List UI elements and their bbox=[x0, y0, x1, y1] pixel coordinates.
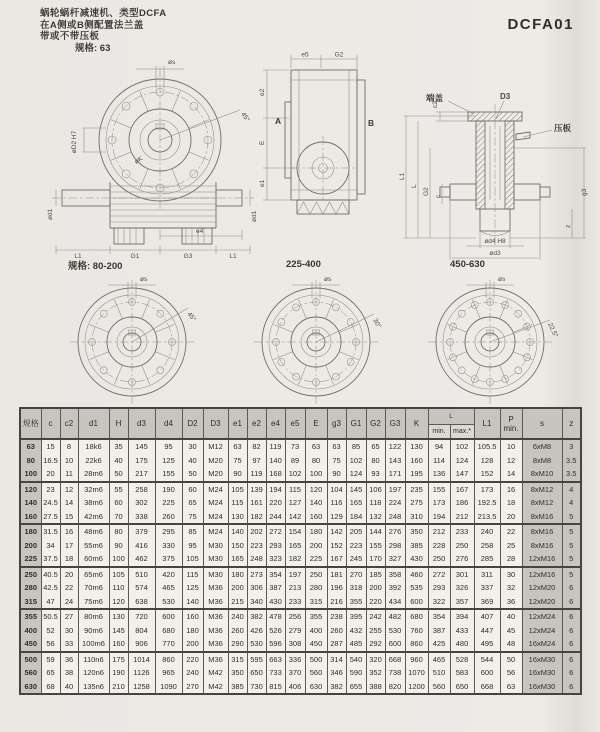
value-cell: 238 260 287 bbox=[327, 609, 346, 652]
dim-label-g3: G3 bbox=[183, 253, 193, 260]
value-cell: 31.5 34 37.5 bbox=[41, 524, 60, 567]
value-cell: 80 90 100 bbox=[109, 524, 128, 567]
side-view-geometry bbox=[285, 70, 365, 214]
value-cell: 185 200 220 bbox=[366, 567, 385, 610]
spec-sizes-cell: 63 80 100 bbox=[20, 439, 41, 482]
spec-label-450-630: 450-630 bbox=[450, 259, 485, 270]
dim-label-d2: øD2 H7 bbox=[71, 130, 78, 154]
value-cell: 212 228 250 bbox=[428, 524, 450, 567]
document-title bbox=[40, 8, 166, 43]
value-cell: 50 56 63 bbox=[500, 652, 522, 695]
dim-label-e4: e4 bbox=[196, 228, 204, 235]
col-header-D3: D3 bbox=[203, 408, 228, 439]
value-cell: 139 161 182 bbox=[247, 482, 266, 525]
value-cell: 600 680 770 bbox=[155, 609, 182, 652]
col-header-e1: e1 bbox=[228, 408, 247, 439]
value-cell: 16 18 20 bbox=[500, 482, 522, 525]
dim-label-d1-left: ød1 bbox=[47, 208, 54, 220]
value-cell: 482 530 600 bbox=[385, 609, 405, 652]
spec-row-group bbox=[20, 482, 581, 525]
value-cell: 155 173 194 bbox=[428, 482, 450, 525]
flange-dim-os: øs bbox=[498, 276, 506, 283]
value-cell: 59 65 68 bbox=[41, 652, 60, 695]
col-header-G3: G3 bbox=[385, 408, 405, 439]
value-cell: 23 24.5 27.5 bbox=[41, 482, 60, 525]
flange-geometry bbox=[70, 280, 194, 404]
col-header-P bbox=[500, 408, 522, 439]
spec-row-group bbox=[20, 652, 581, 695]
dim-label-L1: L1 bbox=[399, 172, 406, 180]
value-cell: 154 165 182 bbox=[285, 524, 305, 567]
flange-drawing-80-200 bbox=[56, 270, 208, 402]
value-cell: M30 M36 M36 bbox=[203, 567, 228, 610]
value-cell: 30 40 50 bbox=[182, 439, 203, 482]
col-header-P-min: min. bbox=[503, 423, 519, 433]
value-cell: 63 80 100 bbox=[305, 439, 327, 482]
spec-row-group bbox=[20, 567, 581, 610]
value-cell: 336 370 406 bbox=[285, 652, 305, 695]
value-cell: 102 124 147 bbox=[450, 439, 474, 482]
value-cell: 160 180 200 bbox=[182, 609, 203, 652]
value-cell: 130 160 195 bbox=[405, 439, 428, 482]
title-line-1: 蜗轮蜗杆减速机、类型DCFA bbox=[40, 8, 167, 19]
spec-sizes-cell: 500 560 630 bbox=[20, 652, 41, 695]
col-header-c2: c2 bbox=[60, 408, 78, 439]
value-cell: 460 535 600 bbox=[405, 567, 428, 610]
value-cell: 85 102 124 bbox=[346, 439, 366, 482]
dim-label-E: E bbox=[259, 140, 266, 145]
value-cell: 465 510 560 bbox=[428, 652, 450, 695]
value-cell: 315 350 385 bbox=[228, 652, 247, 695]
value-cell: 180 200 215 bbox=[228, 567, 247, 610]
col-header-g3: g3 bbox=[327, 408, 346, 439]
value-cell: M12 M20 M20 bbox=[203, 439, 228, 482]
value-cell: 276 298 327 bbox=[385, 524, 405, 567]
value-cell: 12xM16 12xM20 12xM20 bbox=[522, 567, 562, 610]
value-cell: 55 60 70 bbox=[109, 482, 128, 525]
value-cell: 181 196 216 bbox=[327, 567, 346, 610]
spec-sizes-cell: 355 400 450 bbox=[20, 609, 41, 652]
value-cell: 6 6 6 bbox=[562, 609, 581, 652]
col-header-H: H bbox=[109, 408, 128, 439]
spec-row-group bbox=[20, 439, 581, 482]
value-cell: 3 3.5 3.5 bbox=[562, 439, 581, 482]
specification-table bbox=[19, 407, 582, 695]
dim-label-l1b: L1 bbox=[229, 253, 237, 260]
dim-label-G2b: G2 bbox=[423, 187, 430, 196]
value-cell: 104 116 129 bbox=[327, 482, 346, 525]
value-cell: 16 17 18 bbox=[60, 524, 78, 567]
value-cell: 663 733 815 bbox=[266, 652, 285, 695]
dim-label-z: z bbox=[565, 224, 572, 228]
value-cell: 242 255 292 bbox=[366, 609, 385, 652]
value-cell: 63 75 90 bbox=[228, 439, 247, 482]
value-cell: 40.5 42.5 47 bbox=[41, 567, 60, 610]
dim-label-g1: G1 bbox=[130, 253, 140, 260]
col-header-G2: G2 bbox=[366, 408, 385, 439]
value-cell: 680 760 860 bbox=[405, 609, 428, 652]
dim-label-e2: e2 bbox=[259, 88, 266, 96]
value-cell: 10 12 14 bbox=[500, 439, 522, 482]
title-line-3: 带或不带压板 bbox=[40, 31, 100, 42]
value-cell: 142 152 167 bbox=[327, 524, 346, 567]
value-cell: 105.5 128 152 bbox=[474, 439, 500, 482]
value-cell: 272 293 323 bbox=[266, 524, 285, 567]
value-cell: 355 400 450 bbox=[305, 609, 327, 652]
dim-label-ok: øK bbox=[133, 155, 145, 166]
value-cell: 144 155 170 bbox=[366, 524, 385, 567]
col-header-K: K bbox=[405, 408, 428, 439]
value-cell: 115 127 142 bbox=[285, 482, 305, 525]
col-header-L-min: min. bbox=[428, 425, 450, 440]
col-header-c: c bbox=[41, 408, 60, 439]
value-cell: 105 115 130 bbox=[228, 482, 247, 525]
value-cell: 314 346 382 bbox=[327, 652, 346, 695]
dim-label-d4: ød4 H8 bbox=[484, 238, 506, 245]
front-view-geometry bbox=[52, 68, 254, 244]
flange-dim-os: øs bbox=[324, 276, 332, 283]
dim-label-d1-right: ød1 bbox=[251, 210, 258, 222]
spec-sizes-cell: 250 280 315 bbox=[20, 567, 41, 610]
value-cell: 16xM30 16xM30 16xM30 bbox=[522, 652, 562, 695]
value-cell: 122 143 171 bbox=[385, 439, 405, 482]
value-cell: 63 75 90 bbox=[327, 439, 346, 482]
value-cell: 40 45 48 bbox=[500, 609, 522, 652]
detail-section-drawing bbox=[396, 88, 598, 268]
value-cell: 595 650 730 bbox=[247, 652, 266, 695]
spec-label-80-200: 规格: 80-200 bbox=[68, 261, 123, 272]
value-cell: 8xM16 8xM16 12xM16 bbox=[522, 524, 562, 567]
value-cell: 18k6 22k6 28m6 bbox=[78, 439, 109, 482]
value-cell: 60 65 75 bbox=[182, 482, 203, 525]
value-cell: 8xM12 8xM12 8xM16 bbox=[522, 482, 562, 525]
title-line-2: 在A侧或B侧配置法兰盖 bbox=[40, 19, 144, 31]
value-cell: 240 260 290 bbox=[228, 609, 247, 652]
value-cell: 140 150 165 bbox=[228, 524, 247, 567]
value-cell: 145 175 217 bbox=[128, 439, 155, 482]
value-cell: 382 426 530 bbox=[247, 609, 266, 652]
flange-drawing-225-400 bbox=[240, 270, 392, 402]
value-cell: 273 306 340 bbox=[247, 567, 266, 610]
col-header-L-max: max.* bbox=[450, 425, 474, 440]
value-cell: 295 330 375 bbox=[155, 524, 182, 567]
value-cell: 12 14 15 bbox=[60, 482, 78, 525]
value-cell: 350 385 430 bbox=[405, 524, 428, 567]
value-cell: 197 224 248 bbox=[385, 482, 405, 525]
value-cell: 20 22 24 bbox=[60, 567, 78, 610]
col-header-d4: d4 bbox=[155, 408, 182, 439]
value-cell: 110n6 120n6 135n6 bbox=[78, 652, 109, 695]
value-cell: 379 416 462 bbox=[128, 524, 155, 567]
spec-label-63: 规格: 63 bbox=[75, 43, 111, 54]
value-cell: 205 223 245 bbox=[346, 524, 366, 567]
spec-row-group bbox=[20, 609, 581, 652]
value-cell: 720 804 906 bbox=[128, 609, 155, 652]
value-cell: 194 220 244 bbox=[266, 482, 285, 525]
value-cell: 5 6 6 bbox=[562, 567, 581, 610]
value-cell: 510 574 638 bbox=[128, 567, 155, 610]
col-header-e4: e4 bbox=[266, 408, 285, 439]
value-cell: 544 600 668 bbox=[474, 652, 500, 695]
value-cell: 250 280 315 bbox=[305, 567, 327, 610]
value-cell: 6xM8 8xM8 8xM10 bbox=[522, 439, 562, 482]
value-cell: 235 275 310 bbox=[405, 482, 428, 525]
value-cell: 258 302 338 bbox=[128, 482, 155, 525]
value-cell: 960 1070 1200 bbox=[405, 652, 428, 695]
value-cell: 82 97 119 bbox=[247, 439, 266, 482]
col-header-P-top: P bbox=[508, 414, 514, 424]
value-cell: 4 4 5 bbox=[562, 482, 581, 525]
dim-label-d3dim: ød3 bbox=[489, 250, 501, 257]
value-cell: 130 145 160 bbox=[109, 609, 128, 652]
dim-label-os: øs bbox=[168, 59, 176, 66]
value-cell: 528 583 650 bbox=[450, 652, 474, 695]
value-cell: 94 114 136 bbox=[428, 439, 450, 482]
value-cell: 5 5 5 bbox=[562, 524, 581, 567]
label-side-a: A bbox=[275, 116, 282, 126]
spec-sizes-cell: 180 200 225 bbox=[20, 524, 41, 567]
label-side-b: B bbox=[368, 118, 375, 128]
spec-row-group bbox=[20, 524, 581, 567]
col-header-D2: D2 bbox=[182, 408, 203, 439]
value-cell: 12xM24 12xM24 16xM24 bbox=[522, 609, 562, 652]
value-cell: 65m6 70m6 75m6 bbox=[78, 567, 109, 610]
value-cell: 180 200 225 bbox=[305, 524, 327, 567]
value-cell: M24 M24 M24 bbox=[203, 482, 228, 525]
value-cell: 320 352 388 bbox=[366, 652, 385, 695]
side-view-drawing bbox=[255, 50, 383, 255]
value-cell: 22 25 28 bbox=[500, 524, 522, 567]
value-cell: 48m6 55m6 60m6 bbox=[78, 524, 109, 567]
table-header bbox=[20, 408, 581, 439]
dim-label-L: L bbox=[411, 184, 418, 188]
value-cell: 860 965 1090 bbox=[155, 652, 182, 695]
value-cell: 407 447 495 bbox=[474, 609, 500, 652]
value-cell: 167 186 212 bbox=[450, 482, 474, 525]
detail-geometry bbox=[440, 101, 552, 248]
front-view-dimensions bbox=[47, 59, 258, 260]
value-cell: 500 560 630 bbox=[305, 652, 327, 695]
value-cell: 1014 1126 1258 bbox=[128, 652, 155, 695]
col-header-L: L bbox=[428, 408, 474, 425]
value-cell: 95 125 155 bbox=[155, 439, 182, 482]
front-view-drawing bbox=[48, 50, 260, 262]
value-cell: M36 M42 M42 bbox=[203, 652, 228, 695]
value-cell: 420 465 530 bbox=[155, 567, 182, 610]
value-cell: 145 165 184 bbox=[346, 482, 366, 525]
dim-label-e1: e1 bbox=[259, 179, 266, 187]
value-cell: 394 433 480 bbox=[450, 609, 474, 652]
value-cell: 106 118 132 bbox=[366, 482, 385, 525]
value-cell: 311 337 369 bbox=[474, 567, 500, 610]
value-cell: 190 225 260 bbox=[155, 482, 182, 525]
flange-angle-label: 30° bbox=[371, 317, 383, 330]
value-cell: 35 40 50 bbox=[109, 439, 128, 482]
value-cell: 270 318 355 bbox=[346, 567, 366, 610]
value-cell: 50.5 52 56 bbox=[41, 609, 60, 652]
dim-label-g3b: g3 bbox=[581, 188, 588, 196]
value-cell: 202 223 248 bbox=[247, 524, 266, 567]
value-cell: 65 80 93 bbox=[366, 439, 385, 482]
value-cell: 30 32 36 bbox=[500, 567, 522, 610]
col-header-e2: e2 bbox=[247, 408, 266, 439]
label-end-cover: 端盖 bbox=[426, 93, 444, 103]
value-cell: 272 293 322 bbox=[428, 567, 450, 610]
col-header-d3: d3 bbox=[128, 408, 155, 439]
flange-drawing-450-630 bbox=[414, 270, 566, 402]
value-cell: 668 738 820 bbox=[385, 652, 405, 695]
value-cell: 175 190 210 bbox=[109, 652, 128, 695]
value-cell: 85 95 105 bbox=[182, 524, 203, 567]
value-cell: 8 10 11 bbox=[60, 439, 78, 482]
col-header-E: E bbox=[305, 408, 327, 439]
col-header-z: z bbox=[562, 408, 581, 439]
value-cell: 240 258 285 bbox=[474, 524, 500, 567]
value-cell: 36 38 40 bbox=[60, 652, 78, 695]
flange-angle-label: 22.5° bbox=[546, 321, 559, 339]
value-cell: M36 M36 M36 bbox=[203, 609, 228, 652]
value-cell: 354 387 425 bbox=[428, 609, 450, 652]
spec-sizes-cell: 120 140 160 bbox=[20, 482, 41, 525]
value-cell: 173 192.5 213.5 bbox=[474, 482, 500, 525]
flange-dim-os: øs bbox=[140, 276, 148, 283]
flange-geometry bbox=[254, 280, 378, 404]
col-header-G1: G1 bbox=[346, 408, 366, 439]
col-header-L1: L1 bbox=[474, 408, 500, 439]
spec-label-225-400: 225-400 bbox=[286, 259, 321, 270]
dim-label-45deg: 45° bbox=[239, 111, 251, 124]
value-cell: 80m6 90m6 100m6 bbox=[78, 609, 109, 652]
col-header-spec: 规格 bbox=[20, 408, 41, 439]
value-cell: 540 590 655 bbox=[346, 652, 366, 695]
label-pressure-plate: 压板 bbox=[554, 123, 572, 133]
dim-label-c2b: c2 bbox=[432, 101, 439, 108]
value-cell: 301 326 357 bbox=[450, 567, 474, 610]
document-code: DCFA01 bbox=[507, 16, 574, 33]
value-cell: 358 392 434 bbox=[385, 567, 405, 610]
value-cell: 15 16.5 20 bbox=[41, 439, 60, 482]
value-cell: 115 125 140 bbox=[182, 567, 203, 610]
value-cell: 256 279 308 bbox=[285, 609, 305, 652]
flange-angle-label: 45° bbox=[185, 310, 198, 323]
value-cell: 73 89 102 bbox=[285, 439, 305, 482]
value-cell: 233 250 276 bbox=[450, 524, 474, 567]
dim-label-c: c bbox=[435, 194, 442, 198]
col-header-d1: d1 bbox=[78, 408, 109, 439]
flange-geometry bbox=[428, 280, 552, 404]
value-cell: 197 213 233 bbox=[285, 567, 305, 610]
label-d3: D3 bbox=[500, 92, 511, 101]
dim-label-l1a: L1 bbox=[74, 253, 82, 260]
value-cell: 478 526 596 bbox=[266, 609, 285, 652]
spec-table-body bbox=[20, 439, 581, 694]
col-header-s: s bbox=[522, 408, 562, 439]
value-cell: 220 240 270 bbox=[182, 652, 203, 695]
value-cell: 354 387 430 bbox=[266, 567, 285, 610]
value-cell: 119 140 168 bbox=[266, 439, 285, 482]
value-cell: 120 140 160 bbox=[305, 482, 327, 525]
value-cell: 27 30 33 bbox=[60, 609, 78, 652]
value-cell: 395 432 485 bbox=[346, 609, 366, 652]
dim-label-g2: G2 bbox=[334, 51, 344, 59]
col-header-e5: e5 bbox=[285, 408, 305, 439]
value-cell: 32m6 38m6 42m6 bbox=[78, 482, 109, 525]
value-cell: 6 6 6 bbox=[562, 652, 581, 695]
value-cell: M24 M30 M30 bbox=[203, 524, 228, 567]
value-cell: 105 110 120 bbox=[109, 567, 128, 610]
dim-label-e5: e5 bbox=[301, 51, 309, 59]
